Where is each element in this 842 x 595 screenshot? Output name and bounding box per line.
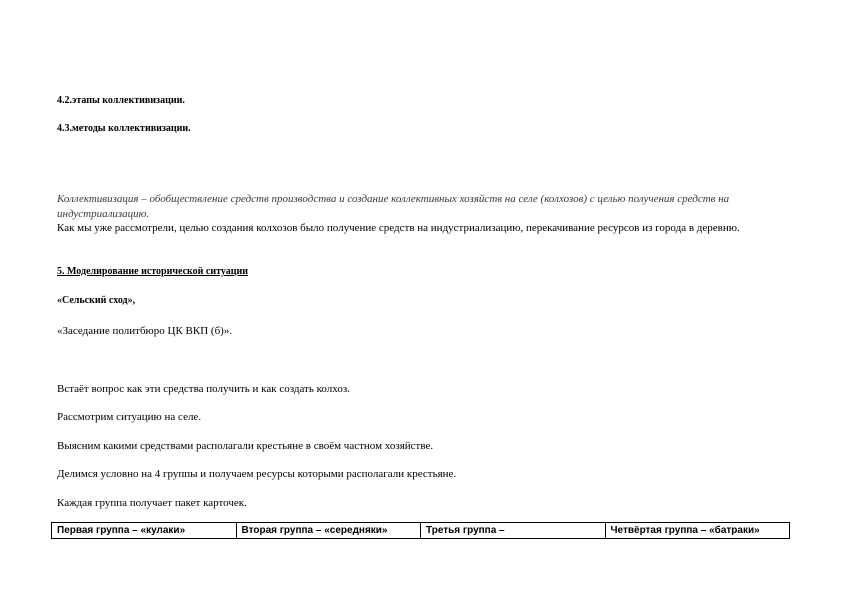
paragraph: Выясним какими средствами располагали крестьяне в своём частном хозяйстве. [57,440,434,452]
paragraph: Встаёт вопрос как эти средства получить и как создать колхоз. [57,383,350,395]
paragraph: Рассмотрим ситуацию на селе. [57,411,202,423]
politburo-line: «Заседание политбюро ЦК ВКП (б)». [57,325,233,337]
table-row [52,523,790,539]
paragraph: Каждая группа получает пакет карточек. [57,497,247,509]
definition-block [57,192,777,236]
section-item-4-2: 4.2.этапы коллективизации. [57,95,185,106]
paragraph: Делимся условно на 4 группы и получаем ресурсы которыми располагали крестьяне. [57,468,457,480]
section-item-4-3: 4.3.методы коллективизации. [57,123,191,134]
group-header-third: Третья группа – [421,523,606,539]
modeling-heading: 5. Моделирование исторической ситуации [57,266,249,277]
group-header-serednyaki: Вторая группа – «середняки» [236,523,421,539]
definition-italic: Коллективизация – обобществление средств производства и создание коллективных хозяйств на селе (колхозов) с целью получения средств на индустриализацию. [57,193,730,220]
groups-table [51,522,790,539]
definition-plain: Как мы уже рассмотрели, целью создания колхозов было получение средств на индустриализацию, перекачивание ресурсов из города в деревню. [57,222,740,234]
group-header-kulaki: Первая группа – «кулаки» [52,523,237,539]
modeling-subheading: «Сельский сход», [57,295,136,306]
group-header-batraki: Четвёртая группа – «батраки» [605,523,790,539]
